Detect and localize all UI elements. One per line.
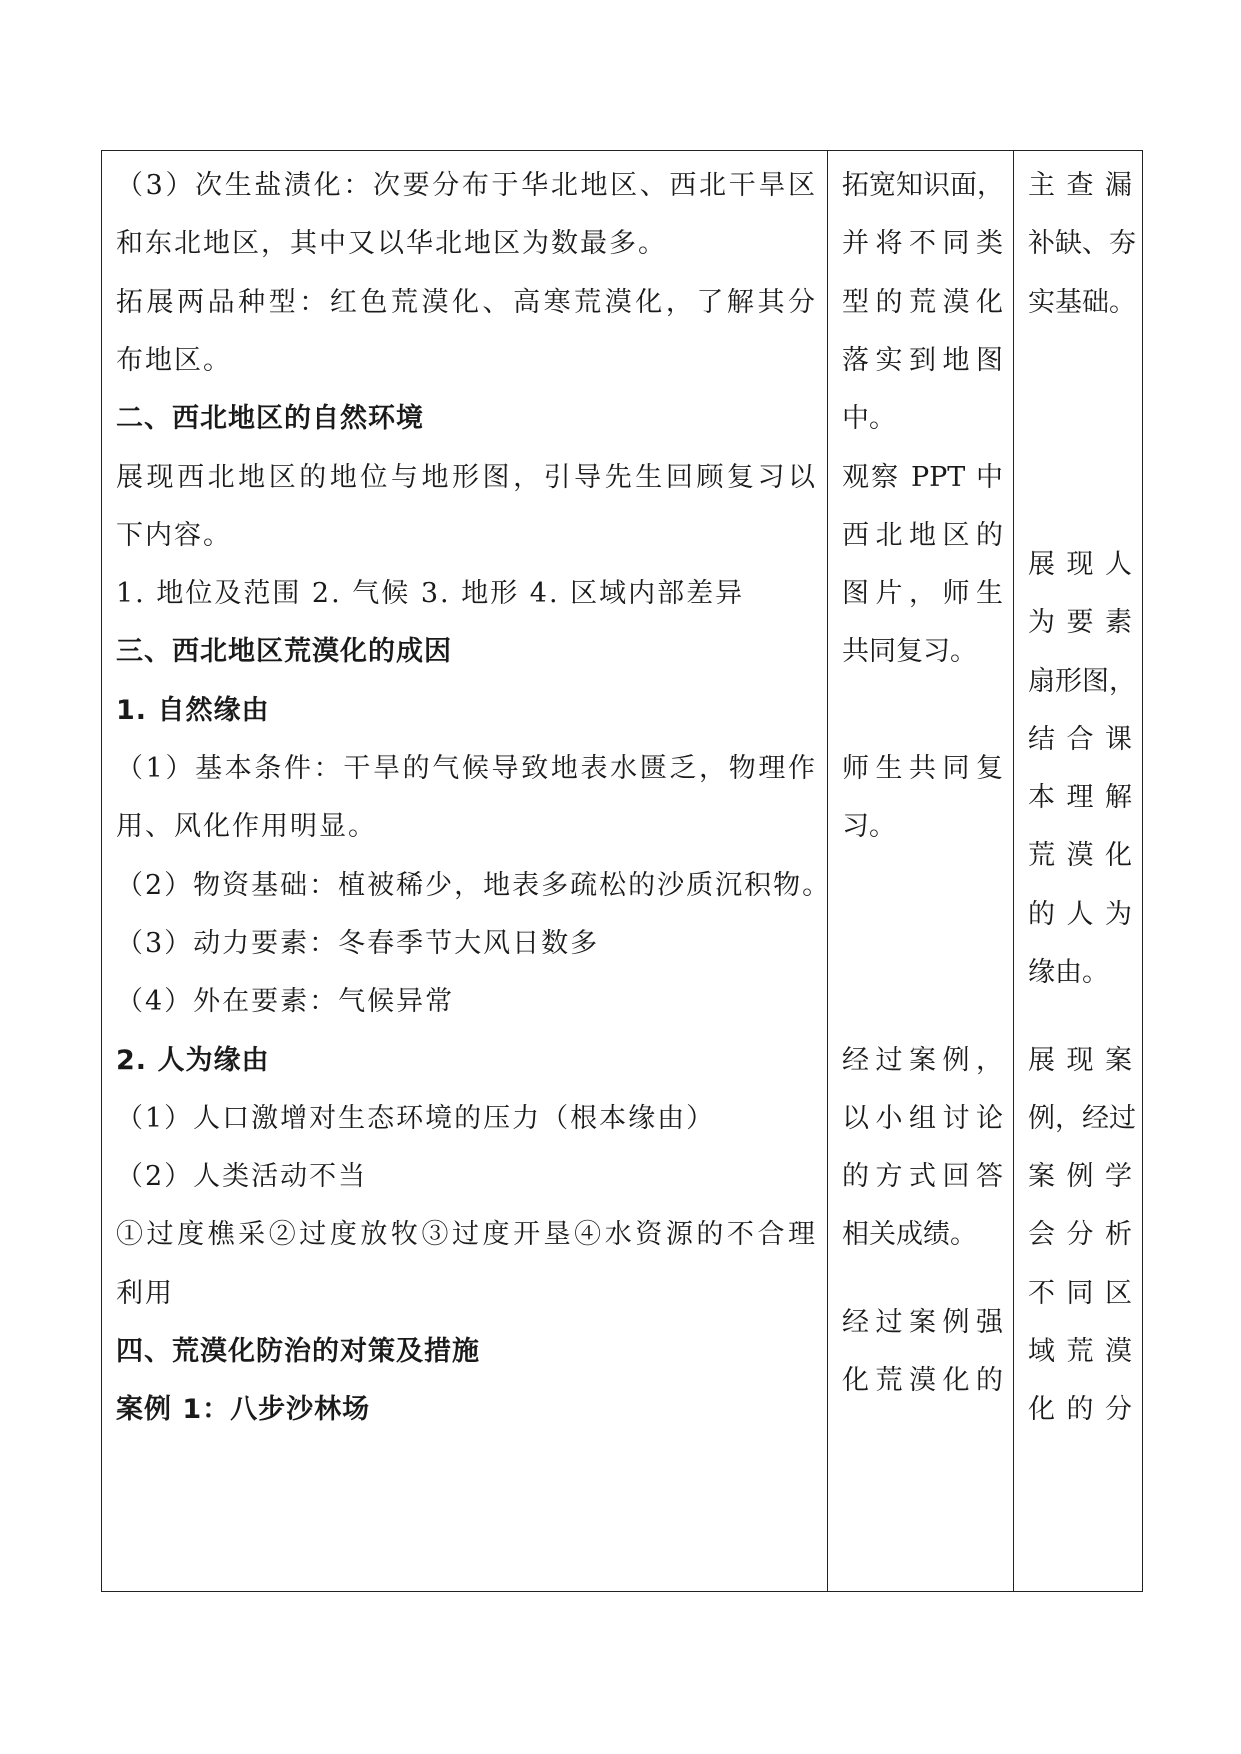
student-activity-column: [828, 151, 1014, 1591]
content-line-13: （2）物资基础：植被稀少，地表多疏松的沙质沉积物。: [116, 869, 832, 901]
student-activity-line-15: 相关成绩。: [842, 1219, 977, 1251]
student-activity-line-4: 落实到地图: [842, 344, 1003, 376]
student-activity-line-7: 西北地区的: [842, 519, 1003, 551]
content-line-6: 展现西北地区的地位与地形图，引导先生回顾复习以: [116, 461, 817, 493]
design-intent-line-12: 展 现 案: [1028, 1044, 1132, 1076]
design-intent-line-13: 例，经过: [1028, 1102, 1136, 1134]
student-activity-line-11: 习。: [842, 811, 896, 843]
content-line-1: （3）次生盐渍化：次要分布于华北地区、西北干旱区: [116, 170, 817, 201]
content-line-8: 1. 地位及范围 2. 气候 3. 地形 4. 区域内部差异: [116, 578, 745, 610]
content-line-9: 三、西北地区荒漠化的成因: [116, 636, 452, 668]
design-intent-line-6: 扇形图，: [1028, 665, 1136, 697]
design-intent-line-5: 为 要 素: [1028, 607, 1132, 639]
content-line-7: 下内容。: [116, 519, 232, 551]
content-line-16: 2. 人为缘由: [116, 1044, 270, 1076]
student-activity-line-9: 共同复习。: [842, 636, 977, 668]
design-intent-line-1: 主 查 漏: [1028, 170, 1132, 201]
design-intent-line-7: 结 合 课: [1028, 723, 1132, 755]
content-line-22: 案例 1：八步沙林场: [116, 1394, 371, 1426]
student-activity-line-3: 型的荒漠化: [842, 286, 1003, 318]
design-intent-column: [1014, 151, 1142, 1591]
design-intent-line-9: 荒 漠 化: [1028, 840, 1132, 872]
content-line-3: 拓展两品种型：红色荒漠化、高寒荒漠化，了解其分: [116, 286, 817, 318]
content-line-18: （2）人类活动不当: [116, 1161, 368, 1193]
student-activity-line-17: 化荒漠化的: [842, 1365, 1003, 1397]
student-activity-line-12: 经过案例，: [842, 1044, 1003, 1076]
content-line-10: 1. 自然缘由: [116, 694, 270, 726]
design-intent-line-4: 展 现 人: [1028, 548, 1132, 580]
content-line-15: （4）外在要素：气候异常: [116, 986, 455, 1018]
student-activity-line-13: 以小组讨论: [842, 1102, 1003, 1134]
content-line-17: （1）人口激增对生态环境的压力（根本缘由）: [116, 1102, 716, 1134]
design-intent-line-14: 案 例 学: [1028, 1161, 1132, 1193]
student-activity-line-1: 拓宽知识面，: [842, 170, 1004, 201]
design-intent-line-2: 补缺、夯: [1028, 228, 1136, 260]
student-activity-line-8: 图片，师生: [842, 578, 1003, 610]
student-activity-line-6: 观察 PPT 中: [842, 461, 1003, 493]
content-line-20: 利用: [116, 1277, 174, 1309]
design-intent-line-15: 会 分 析: [1028, 1219, 1132, 1251]
lesson-plan-table: [101, 150, 1143, 1592]
student-activity-line-10: 师生共同复: [842, 753, 1003, 784]
student-activity-line-16: 经过案例强: [842, 1306, 1003, 1338]
design-intent-line-10: 的 人 为: [1028, 898, 1132, 930]
student-activity-line-5: 中。: [842, 403, 896, 435]
content-line-12: 用、风化作用明显。: [116, 811, 377, 843]
design-intent-line-3: 实基础。: [1028, 286, 1136, 318]
student-activity-line-2: 并将不同类: [842, 228, 1003, 260]
content-line-21: 四、荒漠化防治的对策及措施: [116, 1336, 480, 1367]
content-line-4: 布地区。: [116, 344, 232, 376]
content-line-19: ①过度樵采②过度放牧③过度开垦④水资源的不合理: [116, 1219, 817, 1251]
content-line-11: （1）基本条件：干旱的气候导致地表水匮乏，物理作: [116, 753, 817, 784]
design-intent-line-16: 不 同 区: [1028, 1277, 1132, 1309]
design-intent-line-11: 缘由。: [1028, 957, 1109, 989]
design-intent-line-18: 化 的 分: [1028, 1394, 1132, 1426]
content-line-14: （3）动力要素：冬春季节大风日数多: [116, 927, 600, 959]
teaching-content-column: [102, 151, 832, 1591]
student-activity-line-14: 的方式回答: [842, 1161, 1003, 1193]
design-intent-line-17: 域 荒 漠: [1028, 1336, 1132, 1367]
content-line-2: 和东北地区，其中又以华北地区为数最多。: [116, 228, 667, 260]
content-line-5: 二、西北地区的自然环境: [116, 403, 424, 435]
design-intent-line-8: 本 理 解: [1028, 782, 1132, 814]
